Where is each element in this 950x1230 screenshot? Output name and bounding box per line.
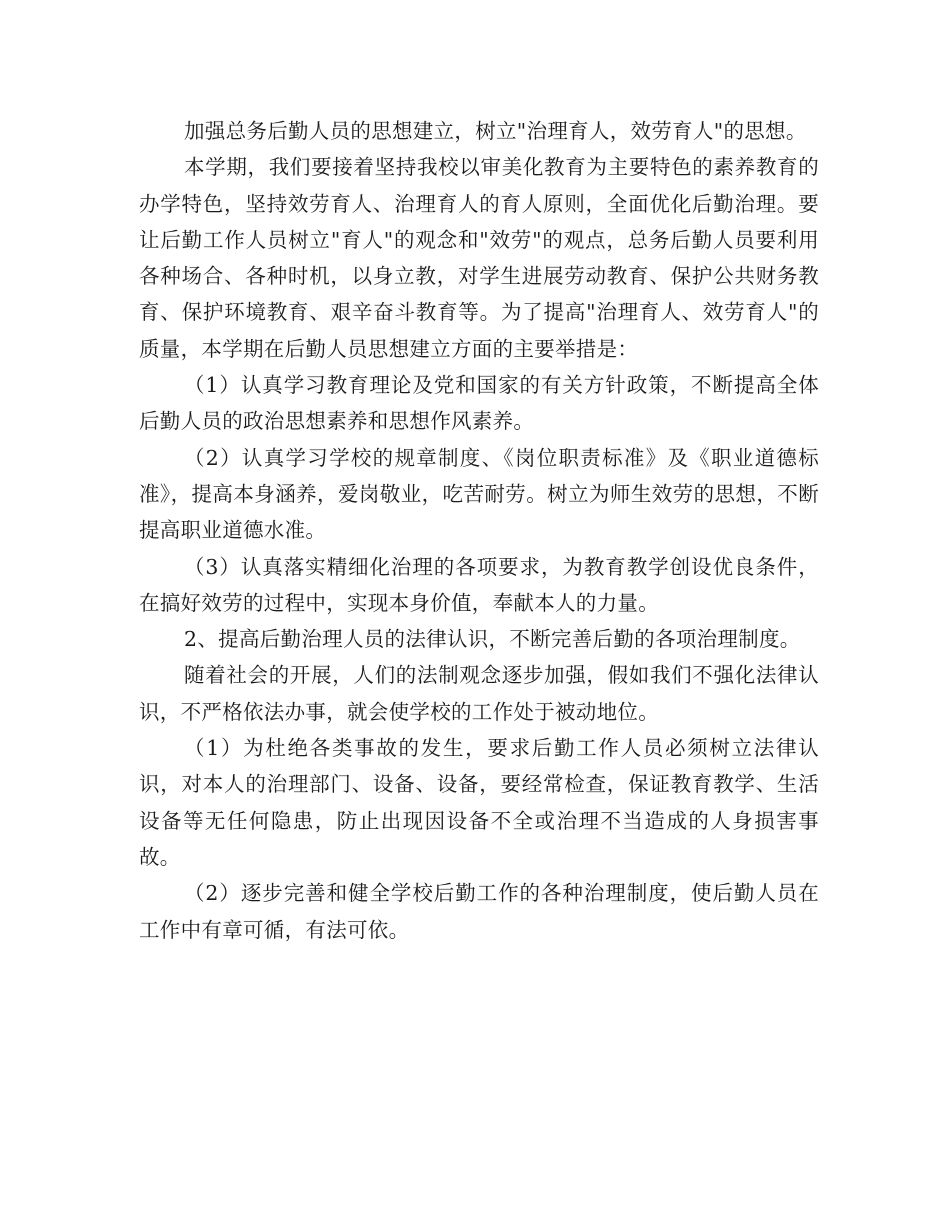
document-body bbox=[139, 113, 819, 948]
paragraph-7: 随着社会的开展，人们的法制观念逐步加强，假如我们不强化法律认识，不严格依法办事，就会使学校的工作处于被动地位。 bbox=[139, 663, 819, 724]
paragraph-3: （1）认真学习教育理论及党和国家的有关方针政策，不断提高全体后勤人员的政治思想素养和思想作风素养。 bbox=[139, 373, 819, 434]
paragraph-8: （1）为杜绝各类事故的发生，要求后勤工作人员必须树立法律认识，对本人的治理部门、设备、设备，要经常检查，保证教育教学、生活设备等无任何隐患，防止出现因设备不全或治理不当造成的人身损害事故。 bbox=[139, 736, 819, 869]
paragraph-2: 本学期，我们要接着坚持我校以审美化教育为主要特色的素养教育的办学特色，坚持效劳育人、治理育人的育人原则，全面优化后勤治理。要让后勤工作人员树立"育人"的观念和"效劳"的观点，总务后勤人员要利用各种场合、各种时机，以身立教，对学生进展劳动教育、保护公共财务教育、保护环境教育、艰辛奋斗教育等。为了提高"治理育人、效劳育人"的质量，本学期在后勤人员思想建立方面的主要举措是： bbox=[139, 155, 819, 361]
paragraph-5: （3）认真落实精细化治理的各项要求，为教育教学创设优良条件，在搞好效劳的过程中，实现本身价值，奉献本人的力量。 bbox=[139, 554, 819, 615]
paragraph-1: 加强总务后勤人员的思想建立，树立"治理育人，效劳育人"的思想。 bbox=[184, 119, 807, 143]
paragraph-6: 2、提高后勤治理人员的法律认识，不断完善后勤的各项治理制度。 bbox=[184, 627, 801, 652]
paragraph-9: （2）逐步完善和健全学校后勤工作的各种治理制度，使后勤人员在工作中有章可循，有法可依。 bbox=[139, 881, 819, 942]
paragraph-4: （2）认真学习学校的规章制度、《岗位职责标准》及《职业道德标准》，提高本身涵养，爱岗敬业，吃苦耐劳。树立为师生效劳的思想，不断提高职业道德水准。 bbox=[139, 445, 819, 543]
